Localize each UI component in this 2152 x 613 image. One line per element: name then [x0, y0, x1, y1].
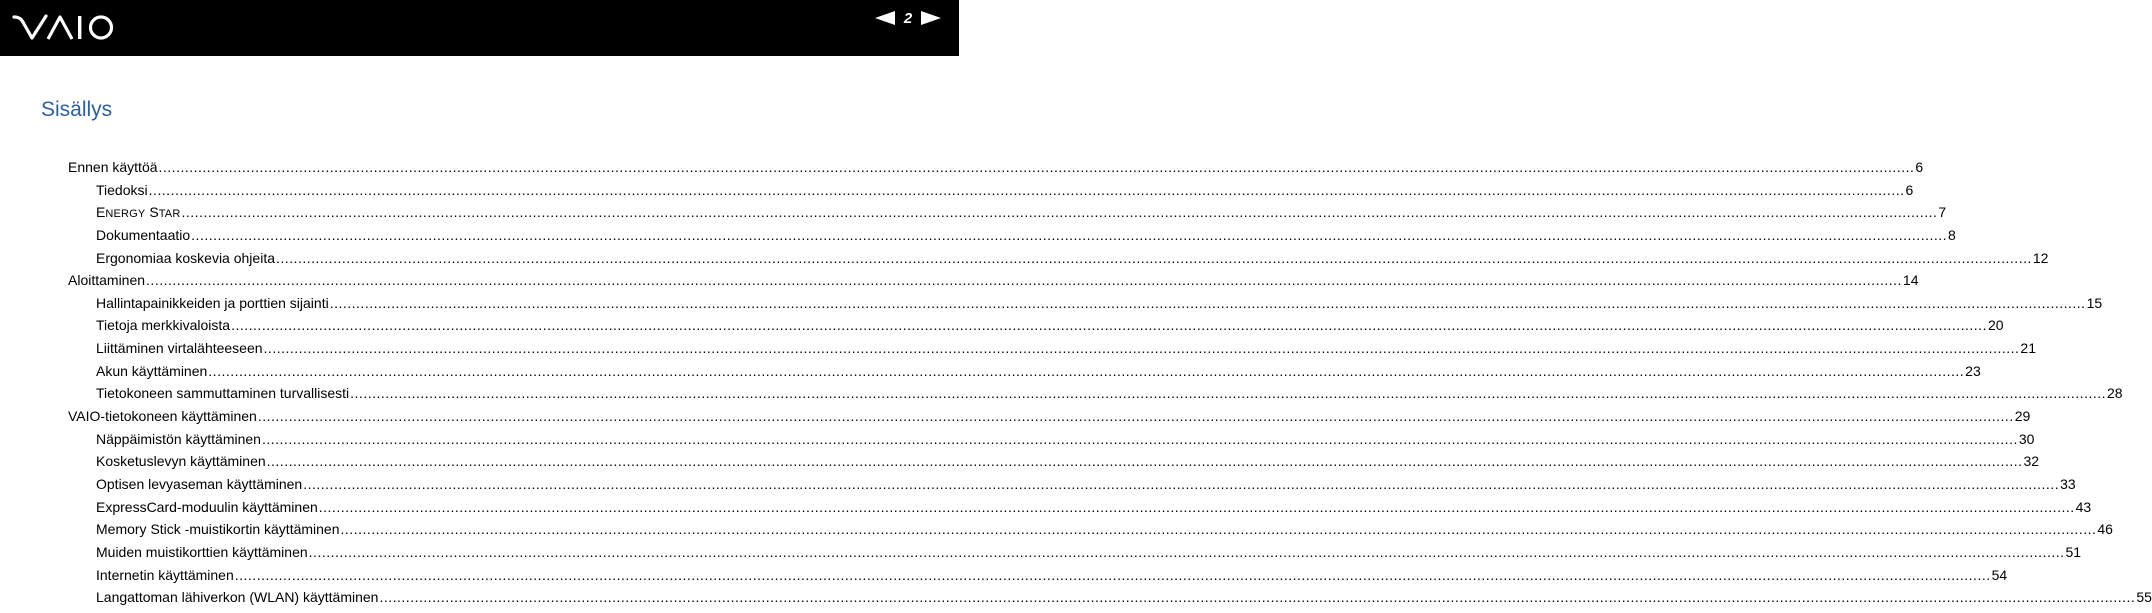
toc-entry-page-number: 51 — [2065, 543, 2082, 560]
dot-leader: ................................................................................................................................................................................................................................................................................................................................................................................................................ — [266, 453, 2023, 470]
dot-leader: ................................................................................................................................................................................................................................................................................................................................................................................................................ — [234, 566, 1991, 583]
toc-entry-label: Tietoja merkkivaloista — [96, 317, 231, 334]
toc-entry-page-number: 33 — [2060, 475, 2076, 492]
toc-entry[interactable] — [68, 541, 2082, 564]
dot-leader: ................................................................................................................................................................................................................................................................................................................................................................................................................ — [181, 204, 1938, 221]
toc-entry-page-number: 46 — [2097, 521, 2113, 538]
toc-entry-page-number: 23 — [1965, 362, 1981, 379]
next-page-arrow-icon[interactable] — [921, 11, 941, 25]
toc-entry-label: Dokumentaatio — [96, 226, 191, 243]
dot-leader: ................................................................................................................................................................................................................................................................................................................................................................................................................ — [208, 362, 1965, 379]
dot-leader: ................................................................................................................................................................................................................................................................................................................................................................................................................ — [148, 181, 1905, 198]
dot-leader: ................................................................................................................................................................................................................................................................................................................................................................................................................ — [146, 272, 1902, 289]
toc-entry-label: Memory Stick -muistikortin käyttäminen — [96, 521, 340, 538]
toc-entry-label: Tiedoksi — [96, 181, 148, 198]
toc-entry-label: VAIO-tietokoneen käyttäminen — [68, 408, 257, 425]
toc-entry[interactable] — [68, 518, 2113, 541]
page-title: Sisällys — [41, 98, 113, 121]
dot-leader: ................................................................................................................................................................................................................................................................................................................................................................................................................ — [329, 294, 2086, 311]
toc-entry-page-number: 32 — [2023, 453, 2040, 470]
dot-leader: ................................................................................................................................................................................................................................................................................................................................................................................................................ — [263, 340, 2020, 357]
toc-entry[interactable] — [68, 247, 2049, 270]
toc-entry[interactable] — [68, 337, 2036, 360]
toc-entry[interactable] — [68, 473, 2076, 496]
toc-entry-label: Näppäimistön käyttäminen — [96, 430, 261, 447]
toc-entry[interactable] — [68, 269, 1919, 292]
toc-entry-label: Liittäminen virtalähteeseen — [96, 340, 263, 357]
dot-leader: ................................................................................................................................................................................................................................................................................................................................................................................................................ — [231, 317, 1987, 334]
toc-entry[interactable] — [68, 224, 1956, 247]
dot-leader: ................................................................................................................................................................................................................................................................................................................................................................................................................ — [350, 385, 2107, 402]
dot-leader: ................................................................................................................................................................................................................................................................................................................................................................................................................ — [303, 475, 2060, 492]
toc-entry[interactable] — [68, 292, 2103, 315]
dot-leader: ................................................................................................................................................................................................................................................................................................................................................................................................................ — [308, 543, 2065, 560]
toc-entry[interactable] — [68, 405, 2031, 428]
toc-entry[interactable] — [68, 428, 2035, 451]
toc-entry-page-number: 15 — [2086, 294, 2103, 311]
toc-entry-label: Muiden muistikorttien käyttäminen — [96, 543, 308, 560]
toc-entry[interactable] — [68, 360, 1981, 383]
toc-entry[interactable] — [68, 496, 2092, 519]
toc-entry-label: Ennen käyttöä — [68, 159, 158, 175]
vaio-logo — [12, 12, 120, 44]
toc-entry[interactable] — [68, 586, 2152, 609]
toc-entry-page-number: 6 — [1905, 181, 1914, 198]
dot-leader: ................................................................................................................................................................................................................................................................................................................................................................................................................ — [379, 589, 2136, 606]
dot-leader: ................................................................................................................................................................................................................................................................................................................................................................................................................ — [191, 226, 1948, 243]
toc-entry[interactable] — [68, 450, 2040, 473]
toc-entry[interactable] — [68, 156, 1924, 179]
toc-entry-page-number: 29 — [2014, 408, 2031, 425]
toc-entry-page-number: 14 — [1902, 272, 1919, 289]
toc-entry-label: Optisen levyaseman käyttäminen — [96, 475, 303, 492]
dot-leader: ................................................................................................................................................................................................................................................................................................................................................................................................................ — [261, 430, 2018, 447]
dot-leader: ................................................................................................................................................................................................................................................................................................................................................................................................................ — [318, 498, 2075, 515]
toc-entry-page-number: 6 — [1915, 159, 1924, 175]
page-number: 2 — [903, 9, 913, 27]
toc-entry-label: Akun käyttäminen — [96, 362, 208, 379]
toc-entry-page-number: 12 — [2032, 249, 2049, 266]
toc-entry-page-number: 43 — [2075, 498, 2092, 515]
table-of-contents — [68, 156, 2152, 609]
toc-entry-label: ExpressCard-moduulin käyttäminen — [96, 498, 318, 515]
toc-entry[interactable] — [68, 382, 2123, 405]
dot-leader: ................................................................................................................................................................................................................................................................................................................................................................................................................ — [257, 408, 2014, 425]
dot-leader: ................................................................................................................................................................................................................................................................................................................................................................................................................ — [276, 249, 2032, 266]
dot-leader: ................................................................................................................................................................................................................................................................................................................................................................................................................ — [340, 521, 2097, 538]
toc-entry-page-number: 54 — [1991, 566, 2008, 583]
toc-entry[interactable] — [68, 314, 2004, 337]
toc-entry-page-number: 21 — [2020, 340, 2036, 357]
toc-entry-page-number: 30 — [2018, 430, 2035, 447]
toc-entry-label: Ergonomiaa koskevia ohjeita — [96, 249, 275, 266]
toc-entry-page-number: 8 — [1948, 226, 1956, 243]
toc-entry-label: Aloittaminen — [68, 272, 146, 289]
toc-entry-page-number: 28 — [2107, 385, 2123, 402]
toc-entry-page-number: 55 — [2136, 589, 2152, 606]
toc-entry-page-number: 7 — [1938, 204, 1947, 221]
header-bar — [0, 0, 959, 56]
dot-leader: ................................................................................................................................................................................................................................................................................................................................................................................................................ — [158, 159, 1915, 175]
toc-entry-label: Kosketuslevyn käyttäminen — [96, 453, 266, 470]
toc-entry-label: ENERGY STAR — [96, 204, 181, 221]
toc-entry-label: Internetin käyttäminen — [96, 566, 234, 583]
toc-entry[interactable] — [68, 201, 1947, 224]
toc-entry-label: Langattoman lähiverkon (WLAN) käyttäminen — [96, 589, 379, 606]
toc-entry[interactable] — [68, 564, 2008, 587]
toc-entry[interactable] — [68, 179, 1914, 202]
toc-entry-label: Hallintapainikkeiden ja porttien sijainti — [96, 294, 329, 311]
toc-entry-label: Tietokoneen sammuttaminen turvallisesti — [96, 385, 350, 402]
previous-page-arrow-icon[interactable] — [875, 11, 895, 25]
toc-entry-page-number: 20 — [1987, 317, 2004, 334]
page-navigation — [875, 8, 941, 28]
